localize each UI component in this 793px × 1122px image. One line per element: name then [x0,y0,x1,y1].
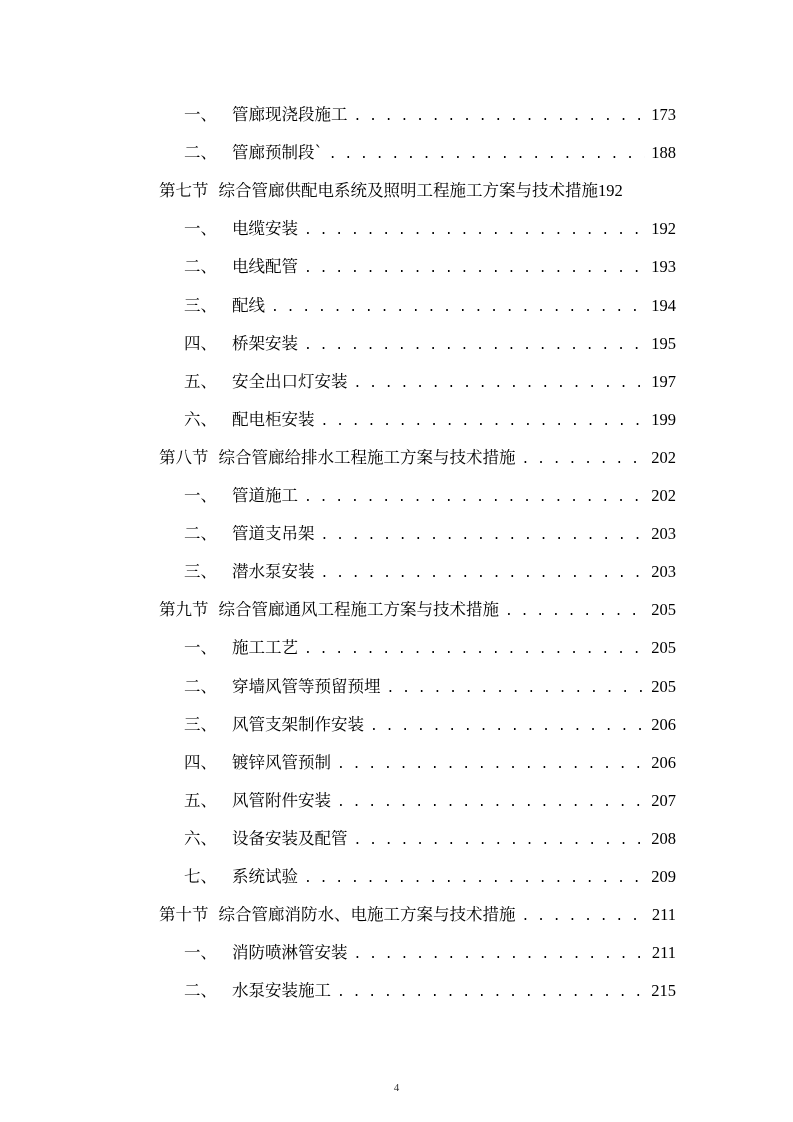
toc-dot-leader [329,136,646,174]
toc-entry-page-number: 202 [651,486,676,505]
toc-entry-page-number: 192 [598,181,623,201]
toc-entry-title: 系统试验 [232,867,298,886]
toc-item-entry[interactable] [184,629,676,667]
toc-entry-number: 六、 [184,409,217,429]
toc-entry-number: 第八节 [159,447,209,467]
toc-item-entry[interactable] [184,668,676,706]
toc-dot-leader [304,860,645,898]
toc-entry-page-number: 208 [651,828,676,848]
toc-entry-number: 一、 [184,638,217,658]
toc-entry-page-number: 195 [651,333,676,353]
toc-entry-title: 镀锌风管预制 [232,752,331,772]
toc-entry-title: 配电柜安装 [232,409,315,429]
toc-entry-title: 穿墙风管等预留预埋 [232,676,381,696]
toc-entry-title: 安全出口灯安装 [232,371,348,391]
toc-entry-title: 管廊现浇段施工 [232,105,348,124]
toc-dot-leader [304,479,645,517]
toc-entry-title: 潜水泵安装 [232,562,315,582]
toc-dot-leader [271,289,645,327]
toc-entry-number: 第十节 [159,905,209,925]
toc-item-entry[interactable] [184,553,676,591]
toc-entry-title: 配线 [232,295,265,315]
toc-entry-title: 管廊预制段` [232,143,323,163]
toc-dot-leader [354,936,646,974]
toc-entry-page-number: 205 [651,600,676,620]
toc-item-entry[interactable] [184,325,676,363]
toc-entry-page-number: 209 [651,867,676,886]
toc-entry-title: 管道施工 [232,486,298,505]
toc-entry-page-number: 206 [651,714,676,734]
toc-entry-title: 综合管廊给排水工程施工方案与技术措施 [218,447,516,467]
toc-dot-leader [337,974,645,1012]
toc-entry-number: 六、 [184,828,217,848]
toc-entry-number: 七、 [184,867,217,886]
toc-entry-number: 四、 [184,752,217,772]
toc-entry-number: 二、 [184,981,217,1001]
toc-entry-number: 第九节 [159,600,209,620]
toc-section-entry[interactable] [159,896,676,934]
toc-section-entry[interactable] [159,439,676,477]
toc-entry-page-number: 202 [651,447,676,467]
toc-entry-title: 风管支架制作安装 [232,714,364,734]
toc-item-entry[interactable] [184,972,676,1010]
toc-dot-leader [354,98,646,136]
toc-item-entry[interactable] [184,744,676,782]
toc-entry-number: 一、 [184,943,217,963]
toc-entry-title: 风管附件安装 [232,790,331,810]
toc-item-entry[interactable] [184,515,676,553]
toc-entry-number: 二、 [184,524,217,544]
toc-section-entry[interactable] [159,591,676,629]
toc-entry-number: 五、 [184,371,217,391]
toc-entry-page-number: 193 [651,257,676,277]
toc-entry-number: 一、 [184,219,217,239]
toc-item-entry[interactable] [184,287,676,325]
toc-entry-page-number: 215 [651,981,676,1001]
toc-item-entry[interactable] [184,248,676,286]
toc-section-entry[interactable] [159,172,676,210]
toc-dot-leader [304,631,645,669]
toc-item-entry[interactable] [184,210,676,248]
toc-dot-leader [354,365,646,403]
toc-entry-page-number: 206 [651,752,676,772]
toc-entry-title: 桥架安装 [232,333,298,353]
toc-entry-title: 设备安装及配管 [232,828,348,848]
toc-entry-page-number: 207 [651,790,676,810]
toc-dot-leader [505,593,645,631]
toc-entry-page-number: 203 [651,524,676,544]
toc-dot-leader [387,670,646,708]
toc-entry-title: 施工工艺 [232,638,298,658]
toc-item-entry[interactable] [184,401,676,439]
toc-dot-leader [522,441,646,479]
toc-item-entry[interactable] [184,706,676,744]
toc-entry-page-number: 205 [651,676,676,696]
toc-entry-page-number: 211 [651,905,676,925]
toc-entry-title: 电线配管 [232,257,298,277]
toc-item-entry[interactable] [184,477,676,515]
toc-item-entry[interactable] [184,858,676,896]
toc-entry-number: 三、 [184,714,217,734]
toc-entry-page-number: 173 [651,105,676,124]
toc-entry-number: 一、 [184,105,217,124]
toc-dot-leader [522,898,646,936]
toc-item-entry[interactable] [184,134,676,172]
toc-entry-page-number: 197 [651,371,676,391]
toc-entry-page-number: 194 [651,295,676,315]
toc-dot-leader [304,212,645,250]
toc-entry-page-number: 199 [651,409,676,429]
toc-entry-title: 电缆安装 [232,219,298,239]
toc-entry-page-number: 205 [651,638,676,658]
toc-item-entry[interactable] [184,782,676,820]
toc-item-entry[interactable] [184,96,676,134]
toc-entry-number: 五、 [184,790,217,810]
toc-dot-leader [321,517,646,555]
toc-entry-number: 二、 [184,257,217,277]
toc-item-entry[interactable] [184,934,676,972]
page-number-footer: 4 [393,1082,400,1094]
toc-entry-number: 三、 [184,562,217,582]
toc-dot-leader [304,250,645,288]
toc-entry-title: 消防喷淋管安装 [232,943,348,963]
toc-item-entry[interactable] [184,363,676,401]
toc-entry-page-number: 188 [651,143,676,163]
toc-item-entry[interactable] [184,820,676,858]
toc-entry-page-number: 192 [651,219,676,239]
toc-dot-leader [321,403,646,441]
toc-entry-page-number: 203 [651,562,676,582]
toc-entry-title: 管道支吊架 [232,524,315,544]
toc-dot-leader [321,555,646,593]
toc-dot-leader [304,327,645,365]
toc-entry-title: 综合管廊消防水、电施工方案与技术措施 [218,905,516,925]
toc-entry-title: 综合管廊通风工程施工方案与技术措施 [218,600,499,620]
toc-entry-number: 二、 [184,143,217,163]
toc-entry-number: 二、 [184,676,217,696]
toc-dot-leader [337,784,645,822]
toc-dot-leader [354,822,646,860]
toc-entry-number: 第七节 [159,181,209,201]
toc-entry-number: 一、 [184,486,217,505]
toc-entry-title: 水泵安装施工 [232,981,331,1001]
toc-entry-number: 三、 [184,295,217,315]
toc-entry-page-number: 211 [651,943,676,963]
toc-entry-number: 四、 [184,333,217,353]
toc-entry-title: 综合管廊供配电系统及照明工程施工方案与技术措施 [218,181,598,201]
toc-dot-leader [370,708,645,746]
toc-dot-leader [337,746,645,784]
